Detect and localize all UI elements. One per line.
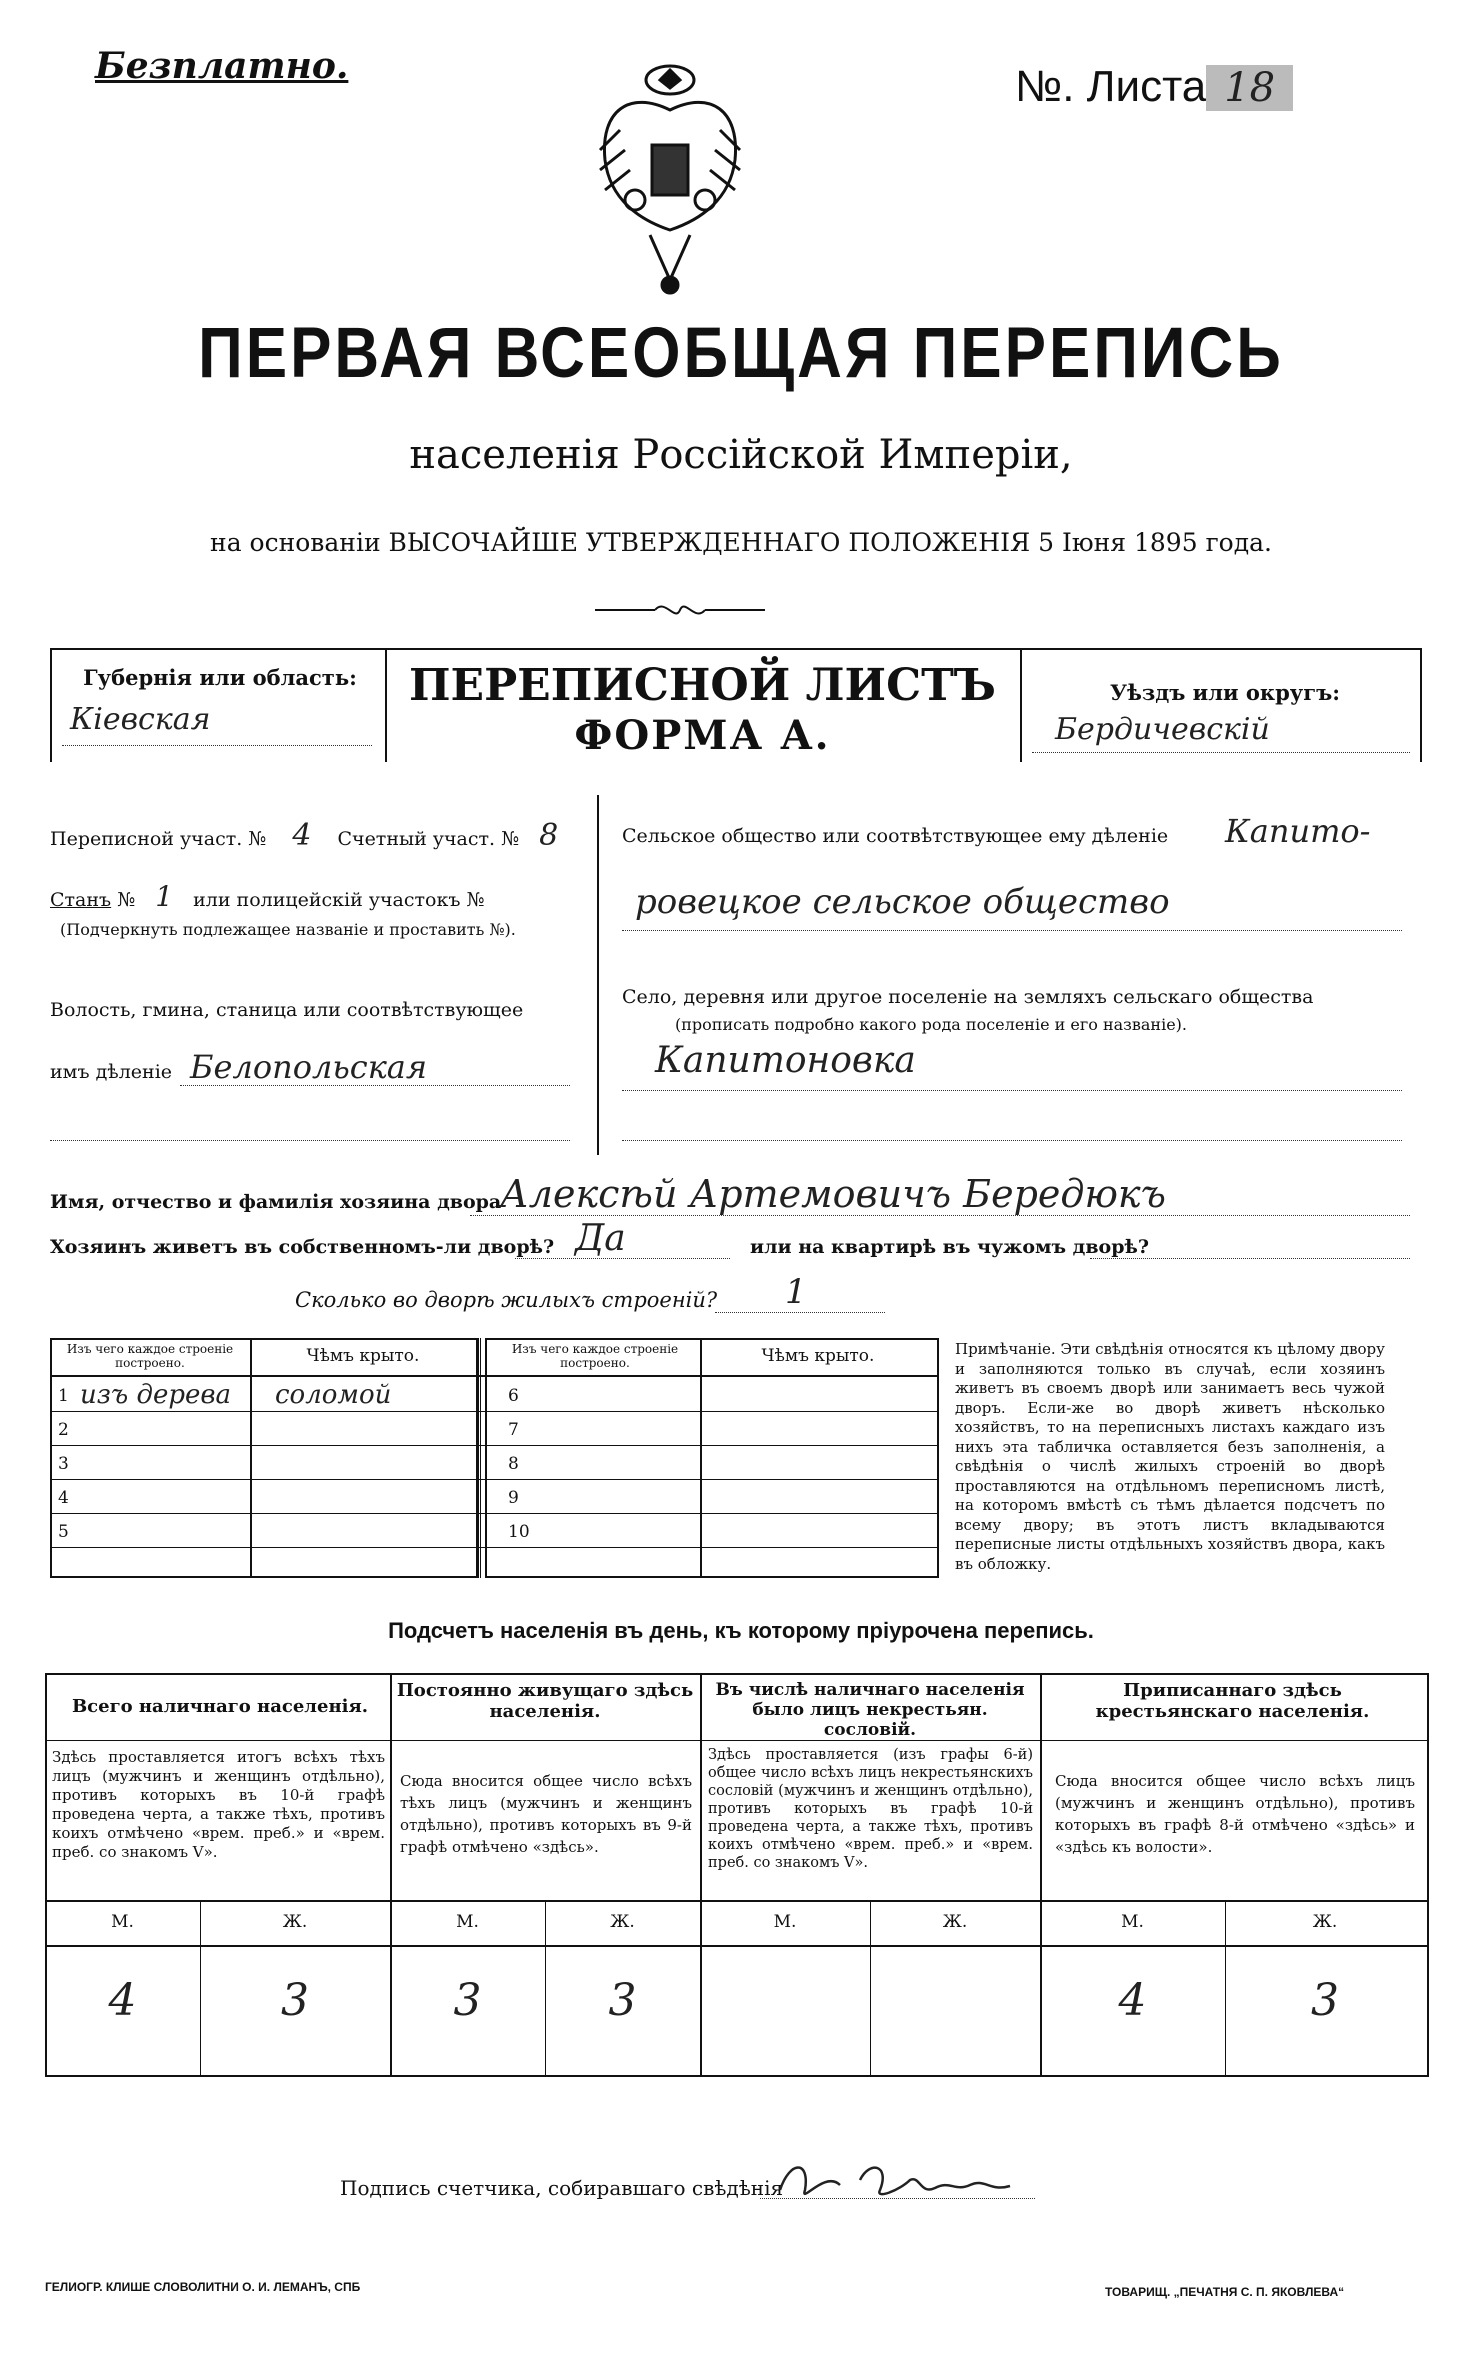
signature-label: Подпись счетчика, собиравшаго свѣдѣнія xyxy=(340,2176,784,2200)
owner-name-label: Имя, отчество и фамилія хозяина двора xyxy=(50,1191,502,1213)
enumerator-signature xyxy=(770,2150,1030,2210)
col-material-left: Изъ чего каждое строеніе построено. xyxy=(66,1342,234,1370)
buildings-table-left xyxy=(50,1338,479,1578)
col-roof-left: Чѣмъ крыто. xyxy=(306,1346,420,1366)
own-yard-label: Хозяинъ живетъ въ собственномъ-ли дворѣ? xyxy=(50,1236,555,1258)
pop-col-2-head: Постоянно живущаго здѣсь населенія. xyxy=(396,1680,694,1722)
village-value: Капитоновка xyxy=(655,1040,916,1081)
gubernia-value: Кіевская xyxy=(70,702,211,737)
count-value: 8 xyxy=(539,818,559,853)
pop-col-4-m-label: М. xyxy=(1121,1912,1144,1932)
district-value: 4 xyxy=(292,818,312,853)
table-row-number: 7 xyxy=(508,1420,519,1440)
pop-col-4-f-label: Ж. xyxy=(1312,1912,1338,1932)
pop-col-4-head: Приписаннаго здѣсь крестьянскаго населенія. xyxy=(1095,1680,1370,1722)
village-note: (прописать подробно какого рода поселеніе и его названіе). xyxy=(675,1015,1187,1034)
stan-note: (Подчеркнуть подлежащее названіе и проставить №). xyxy=(60,920,516,939)
rent-label: или на квартирѣ въ чужомъ дворѣ? xyxy=(750,1236,1149,1258)
district-label: Переписной участ. № xyxy=(50,828,267,850)
owner-name-value: Алексѣй Артемовичъ Бередюкъ xyxy=(500,1172,1166,1216)
table-row-number: 3 xyxy=(58,1454,69,1474)
table-row-number: 6 xyxy=(508,1386,519,1406)
uezd-label: Уѣздъ или округъ: xyxy=(1110,680,1340,705)
pop-col-2-m-label: М. xyxy=(456,1912,479,1932)
sheet-number-value: 18 xyxy=(1206,65,1293,111)
pop-col-2-desc: Сюда вносится общее число всѣхъ тѣхъ лицъ (мужчинъ и женщинъ отдѣльно), противъ которыхъ въ 9-й графѣ отмѣчено «здѣсь». xyxy=(400,1772,692,1856)
imperial-eagle-emblem xyxy=(590,50,750,300)
volost-value: Белопольская xyxy=(190,1048,428,1086)
district-row xyxy=(50,818,572,853)
pop-col-3-desc: Здѣсь проставляется (изъ графы 6-й) общее число всѣхъ лицъ некрестьянскихъ сословій (мужчинъ и женщинъ отдѣльно), противъ которыхъ въ графѣ 10-й проведена черта, а также тѣхъ, противъ коихъ отмѣчено «врем. преб.» и «врем. преб. со знакомъ V». xyxy=(708,1747,1033,1871)
basis-line: на основаніи ВЫСОЧАЙШЕ УТВЕРЖДЕННАГО ПОЛОЖЕНІЯ 5 Іюня 1895 года. xyxy=(210,528,1272,557)
table-row-number: 4 xyxy=(58,1488,69,1508)
page-subtitle: населенія Россійской Имперіи, xyxy=(409,432,1073,478)
buildings-label: Сколько во дворѣ жилыхъ строеній? xyxy=(295,1288,718,1312)
sheet-number xyxy=(1015,62,1293,112)
pop-col-3-m-label: М. xyxy=(773,1912,797,1932)
society-value-2: ровецкое сельское общество xyxy=(635,882,1170,922)
table-row-material: изъ дерева xyxy=(80,1380,232,1410)
printer-left: ГЕЛИОГР. КЛИШЕ СЛОВОЛИТНИ О. И. ЛЕМАНЪ, СПБ xyxy=(45,2280,361,2294)
pop-col-4-f-value: 3 xyxy=(1311,1975,1339,2026)
stan-row xyxy=(50,880,485,913)
pop-col-2-f-label: Ж. xyxy=(610,1912,635,1932)
pop-col-4-m-value: 4 xyxy=(1118,1975,1147,2026)
form-subtitle: ФОРМА А. xyxy=(574,712,831,759)
society-value-1: Капито- xyxy=(1225,812,1371,850)
volost-label-1: Волость, гмина, станица или соотвѣтствующее xyxy=(50,999,524,1021)
col-material-right: Изъ чего каждое строеніе построено. xyxy=(511,1342,679,1370)
buildings-value: 1 xyxy=(785,1272,807,1312)
table-row-number: 8 xyxy=(508,1454,519,1474)
table-row-number: 2 xyxy=(58,1420,69,1440)
pop-col-3-f-label: Ж. xyxy=(942,1912,968,1932)
buildings-table-right xyxy=(485,1338,939,1578)
police-label: или полицейскій участокъ № xyxy=(193,889,485,911)
printer-right: ТОВАРИЩ. „ПЕЧАТНЯ С. П. ЯКОВЛЕВА“ xyxy=(1105,2285,1345,2299)
pop-col-1-m-value: 4 xyxy=(108,1975,137,2026)
pop-col-2-m-value: 3 xyxy=(453,1975,482,2026)
col-roof-right: Чѣмъ крыто. xyxy=(761,1346,875,1366)
stan-label: Станъ xyxy=(50,889,112,911)
buildings-note: Примѣчаніе. Эти свѣдѣнія относятся къ цѣлому двору и заполняются только въ случаѣ, если хозяинъ живетъ въ своемъ дворѣ или занимаетъ весь чужой дворъ. Если-же во дворѣ живетъ нѣсколько хозяйствъ, то на переписныхъ листахъ каждаго изъ нихъ эта табличка оставляется безъ заполненія, а свѣдѣнія о числѣ жилыхъ строеній во дворѣ проставляются на отдѣльномъ переписномъ листѣ, на которомъ вмѣстѣ съ тѣмъ дѣлается подсчетъ по всему двору; въ этотъ листъ вкладываются переписные листы отдѣльныхъ хозяйствъ двора, какъ въ обложку. xyxy=(955,1340,1385,1573)
table-row-number: 10 xyxy=(508,1522,530,1542)
pop-col-1-f-label: Ж. xyxy=(282,1912,308,1932)
page-title: ПЕРВАЯ ВСЕОБЩАЯ ПЕРЕПИСЬ xyxy=(198,313,1284,394)
count-label: Счетный участ. № xyxy=(337,828,520,850)
uezd-value: Бердичевскій xyxy=(1055,712,1270,747)
population-title: Подсчетъ населенія въ день, къ которому пріурочена перепись. xyxy=(388,1618,1094,1643)
pop-col-1-f-value: 3 xyxy=(281,1975,309,2026)
form-title: ПЕРЕПИСНОЙ ЛИСТЪ xyxy=(409,660,996,711)
pop-col-1-desc: Здѣсь проставляется итогъ всѣхъ тѣхъ лицъ (мужчинъ и женщинъ отдѣльно), противъ которыхъ въ 10-й графѣ проведена черта, а также тѣхъ, противъ коихъ отмѣчено «врем. преб.» и «врем. преб. со знакомъ V». xyxy=(52,1748,385,1861)
sheet-number-label: №. Листа xyxy=(1015,62,1207,111)
table-row-number: 9 xyxy=(508,1488,519,1508)
pop-col-1-m-label: М. xyxy=(111,1912,134,1932)
own-yard-value: Да xyxy=(575,1218,626,1259)
ornament-divider xyxy=(595,598,765,622)
pop-col-1-head: Всего наличнаго населенія. xyxy=(71,1696,369,1717)
pop-col-3-head: Въ числѣ наличнаго населенія было лицъ некрестьян. сословій. xyxy=(715,1680,1025,1740)
pop-col-2-f-value: 3 xyxy=(608,1975,637,2026)
pop-col-4-desc: Сюда вносится общее число всѣхъ лицъ (мужчинъ и женщинъ отдѣльно), противъ которыхъ въ графѣ 8-й отмѣчено «здѣсь» и «здѣсь къ волости». xyxy=(1055,1772,1415,1856)
table-row-number: 5 xyxy=(58,1522,69,1542)
table-row-roof: соломой xyxy=(275,1380,392,1410)
society-label: Сельское общество или соотвѣтствующее ему дѣленіе xyxy=(622,825,1169,847)
stan-value: 1 xyxy=(155,880,174,913)
gubernia-label: Губернія или область: xyxy=(83,665,357,690)
volost-label-2: имъ дѣленіе xyxy=(50,1061,173,1083)
table-row-number: 1 xyxy=(58,1386,69,1406)
free-label: Безплатно. xyxy=(95,45,349,87)
village-label: Село, деревня или другое поселеніе на земляхъ сельскаго общества xyxy=(622,986,1314,1008)
stan-number-label: № xyxy=(117,889,136,911)
